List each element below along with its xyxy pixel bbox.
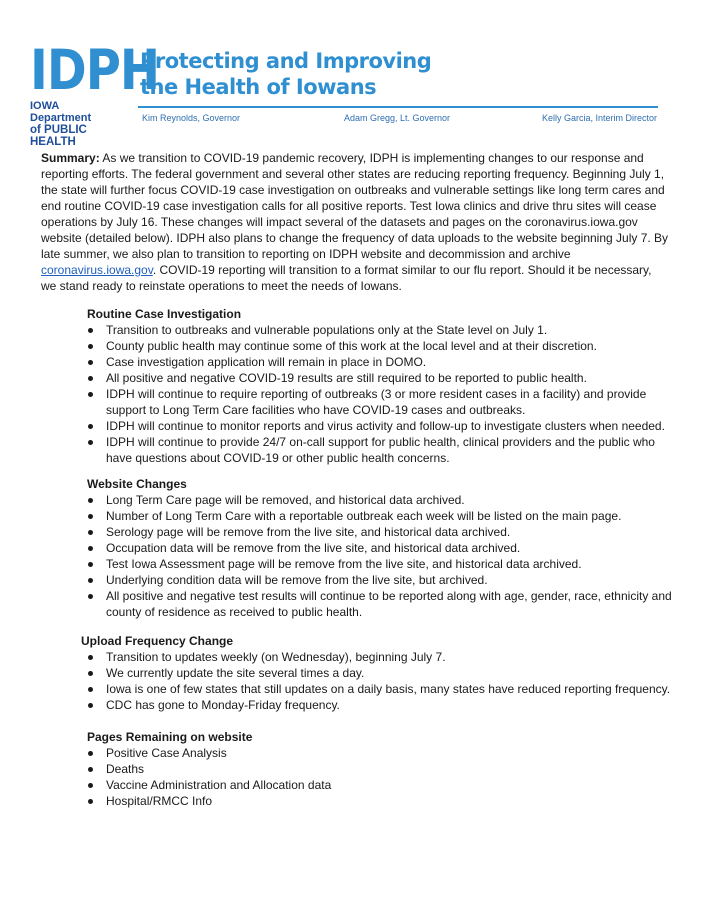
section-heading: Website Changes <box>87 477 187 491</box>
list-item: Serology page will be remove from the live site, and historical data archived. <box>87 524 677 540</box>
list-item: Transition to updates weekly (on Wednesday), beginning July 7. <box>87 649 671 665</box>
list-item: Deaths <box>87 761 677 777</box>
section-routine-case-investigation <box>87 306 677 466</box>
summary-paragraph <box>41 150 669 294</box>
list-item: CDC has gone to Monday-Friday frequency. <box>87 697 671 713</box>
list-item: We currently update the site several times a day. <box>87 665 671 681</box>
bullet-list <box>87 649 671 713</box>
list-item: County public health may continue some of this work at the local level and at their discretion. <box>87 338 677 354</box>
list-item: Number of Long Term Care with a reportable outbreak each week will be listed on the main page. <box>87 508 677 524</box>
section-heading: Pages Remaining on website <box>87 730 253 744</box>
list-item: Positive Case Analysis <box>87 745 677 761</box>
logo-department-line: IOWA Department <box>30 100 92 124</box>
list-item: Underlying condition data will be remove from the live site, but archived. <box>87 572 677 588</box>
section-heading: Upload Frequency Change <box>81 634 234 648</box>
lt-governor-name: Adam Gregg, Lt. Governor <box>344 113 451 123</box>
list-item: Transition to outbreaks and vulnerable populations only at the State level on July 1. <box>87 322 677 338</box>
summary-text-part-2: . COVID-19 reporting will transition to a format similar to our flu report. Should it be necessary, we stand ready to reinstate operations to meet the needs of Iowans. <box>41 263 652 293</box>
tagline <box>140 48 431 100</box>
list-item: IDPH will continue to require reporting of outbreaks (3 or more resident cases in a facility) and provide support to Long Term Care facilities who have COVID-19 cases and outbreaks. <box>87 386 677 418</box>
coronavirus-site-link[interactable]: coronavirus.iowa.gov <box>41 263 153 277</box>
list-item: Test Iowa Assessment page will be remove from the live site, and historical data archived. <box>87 556 677 572</box>
bullet-list <box>87 492 677 620</box>
list-item: All positive and negative test results will continue to be reported along with age, gender, race, ethnicity and county of residence as received to public health. <box>87 588 677 620</box>
list-item: Long Term Care page will be removed, and historical data archived. <box>87 492 677 508</box>
summary-label: Summary: <box>41 151 100 165</box>
section-website-changes <box>87 476 677 620</box>
list-item: All positive and negative COVID-19 results are still required to be reported to public health. <box>87 370 677 386</box>
list-item: Case investigation application will remain in place in DOMO. <box>87 354 677 370</box>
list-item: IDPH will continue to monitor reports and virus activity and follow-up to investigate clusters when needed. <box>87 418 677 434</box>
bullet-list <box>87 745 677 809</box>
list-item: Occupation data will be remove from the live site, and historical data archived. <box>87 540 677 556</box>
section-upload-frequency-change <box>81 633 671 713</box>
tagline-line-1: Protecting and Improving <box>140 49 432 73</box>
list-item: IDPH will continue to provide 24/7 on-call support for public health, clinical providers and the public who have questions about COVID-19 or other public health concerns. <box>87 434 677 466</box>
governor-name: Kim Reynolds, Governor <box>142 113 241 123</box>
list-item: Iowa is one of few states that still updates on a daily basis, many states have reduced reporting frequency. <box>87 681 671 697</box>
list-item: Vaccine Administration and Allocation data <box>87 777 677 793</box>
bullet-list <box>87 322 677 466</box>
list-item: Hospital/RMCC Info <box>87 793 677 809</box>
header-rule <box>138 106 658 108</box>
section-heading: Routine Case Investigation <box>87 307 242 321</box>
logo-mark: IDPH <box>30 38 160 103</box>
director-name: Kelly Garcia, Interim Director <box>541 113 657 123</box>
section-pages-remaining <box>87 729 677 809</box>
tagline-line-2: the Health of Iowans <box>140 75 377 99</box>
summary-text-part-1: As we transition to COVID-19 pandemic recovery, IDPH is implementing changes to our response and reporting efforts. The federal government and several other states are reducing reporting frequency. Beginning July 1, the state will further focus COVID-19 case investigation on outbreaks and vulnerable settings like long term cares and end routine COVID-19 case investigation calls for all positive reports. Test Iowa clinics and drive thru sites will cease operations by July 16. These changes will impact several of the datasets and pages on the coronavirus.iowa.gov website (detailed below). IDPH also plans to change the frequency of data uploads to the website beginning July 7. By late summer, we also plan to transition to reporting on IDPH website and decommission and archive <box>41 151 669 261</box>
idph-logo <box>30 38 160 148</box>
logo-public-health-line: of PUBLIC HEALTH <box>30 124 87 148</box>
